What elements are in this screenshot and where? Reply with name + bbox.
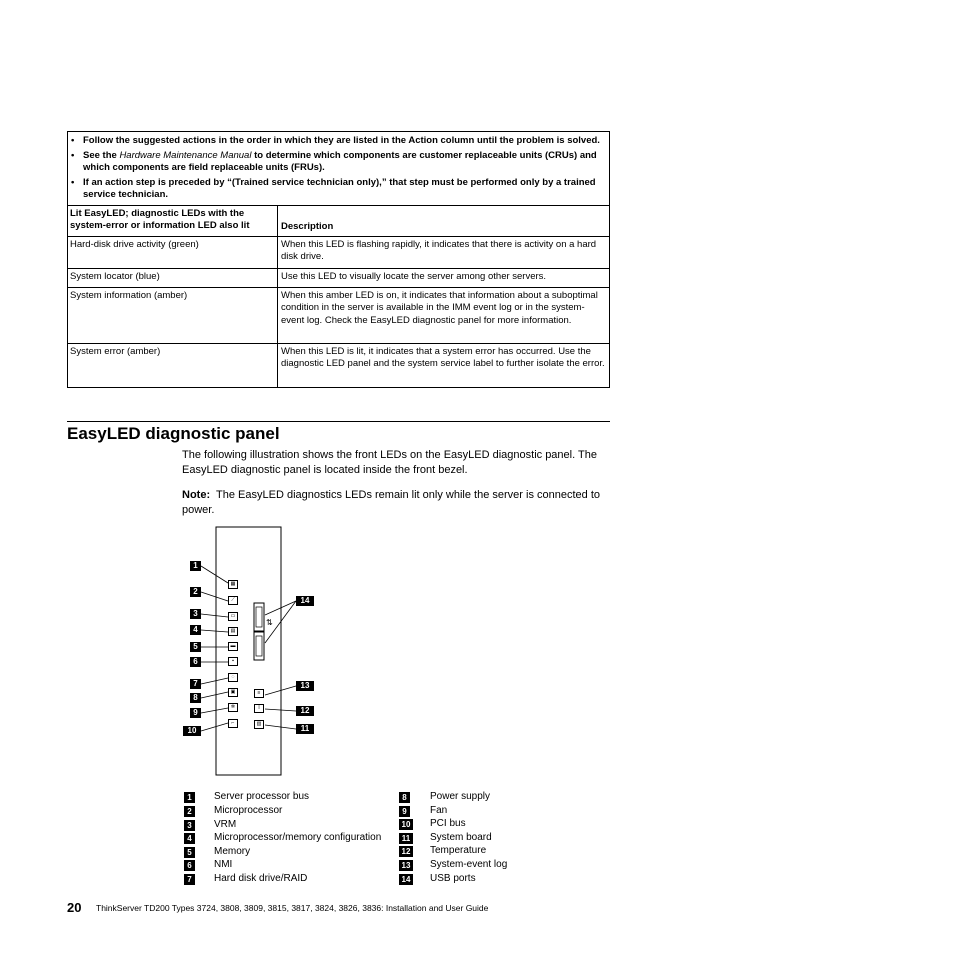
svg-text:⇅: ⇅ (266, 618, 273, 627)
col2-header: Description (281, 221, 334, 232)
col1-header: Lit EasyLED; diagnostic LEDs with the system-error or information LED also lit (68, 206, 278, 236)
section-title: EasyLED diagnostic panel (67, 424, 280, 443)
desc-cell: When this amber LED is on, it indicates that information about a suboptimal condition in the server is available in the IMM event log or in the system-event log. Check the EasyLED diagnostic panel for more information. (281, 289, 598, 326)
callout-5: 5 (190, 642, 201, 652)
callout-10: 10 (183, 726, 201, 736)
callout-11: 11 (296, 724, 314, 734)
nmi-icon: ▪ (228, 657, 238, 666)
callout-6: 6 (190, 657, 201, 667)
intro-paragraph: The following illustration shows the front LEDs on the EasyLED diagnostic panel. The EasyLED diagnostic panel is located inside the front bezel. (182, 449, 597, 476)
power-supply-icon: ▣ (228, 688, 238, 697)
desc-cell: When this LED is flashing rapidly, it indicates that there is activity on a hard disk drive. (281, 238, 597, 262)
section-rule (67, 421, 610, 422)
microprocessor-icon: ⟋ (228, 596, 238, 605)
note-label: Note: (182, 489, 211, 501)
led-table (67, 131, 610, 388)
footer-text: ThinkServer TD200 Types 3724, 3808, 3809, 3815, 3817, 3824, 3826, 3836: Installation and User Guide (96, 903, 489, 913)
table-notes (68, 132, 609, 206)
note-paragraph (182, 488, 612, 518)
easyled-illustration (180, 525, 320, 780)
table-row (68, 288, 609, 344)
callout-14: 14 (296, 596, 314, 606)
table-row (68, 269, 609, 288)
note-item: • Follow the suggested actions in the order in which they are listed in the Action column until the problem is solved. (71, 135, 600, 146)
hard-disk-raid-icon: ◌ (228, 673, 238, 682)
table-row (68, 237, 609, 269)
desc-cell: Use this LED to visually locate the server among other servers. (281, 270, 547, 282)
callout-1: 1 (190, 561, 201, 571)
note-item: • See the Hardware Maintenance Manual to determine which components are customer replaceable units (CRUs) and which components are field replaceable units (FRUs). (71, 149, 597, 173)
led-cell: Hard-disk drive activity (green) (68, 237, 278, 268)
table-row (68, 344, 609, 387)
led-cell: System error (amber) (68, 344, 278, 387)
fan-icon: ✲ (228, 703, 238, 712)
vrm-icon: ▭ (228, 612, 238, 621)
callout-9: 9 (190, 708, 201, 718)
server-processor-bus-icon: ▦ (228, 580, 238, 589)
note-text: The EasyLED diagnostics LEDs remain lit only while the server is connected to power. (182, 489, 600, 516)
illustration-lines (180, 525, 320, 780)
callout-3: 3 (190, 609, 201, 619)
pci-bus-icon: ⌐ (228, 719, 238, 728)
callout-12: 12 (296, 706, 314, 716)
callout-8: 8 (190, 693, 201, 703)
callout-13: 13 (296, 681, 314, 691)
led-cell: System locator (blue) (68, 269, 278, 287)
temperature-icon: ǀ (254, 704, 264, 713)
system-board-icon: ▥ (254, 720, 264, 729)
desc-cell: When this LED is lit, it indicates that a system error has occurred. Use the diagnostic LED panel and the system service label to further isolate the error. (281, 345, 605, 369)
system-event-log-icon: ≡ (254, 689, 264, 698)
microprocessor-memory-config-icon: ▤ (228, 627, 238, 636)
memory-icon: ▬ (228, 642, 238, 651)
page-number: 20 (67, 900, 82, 915)
callout-7: 7 (190, 679, 201, 689)
callout-2: 2 (190, 587, 201, 597)
table-header (68, 206, 609, 237)
note-item: • If an action step is preceded by “(Trained service technician only),” that step must be performed only by a trained service technician. (71, 176, 596, 200)
led-cell: System information (amber) (68, 288, 278, 343)
callout-4: 4 (190, 625, 201, 635)
